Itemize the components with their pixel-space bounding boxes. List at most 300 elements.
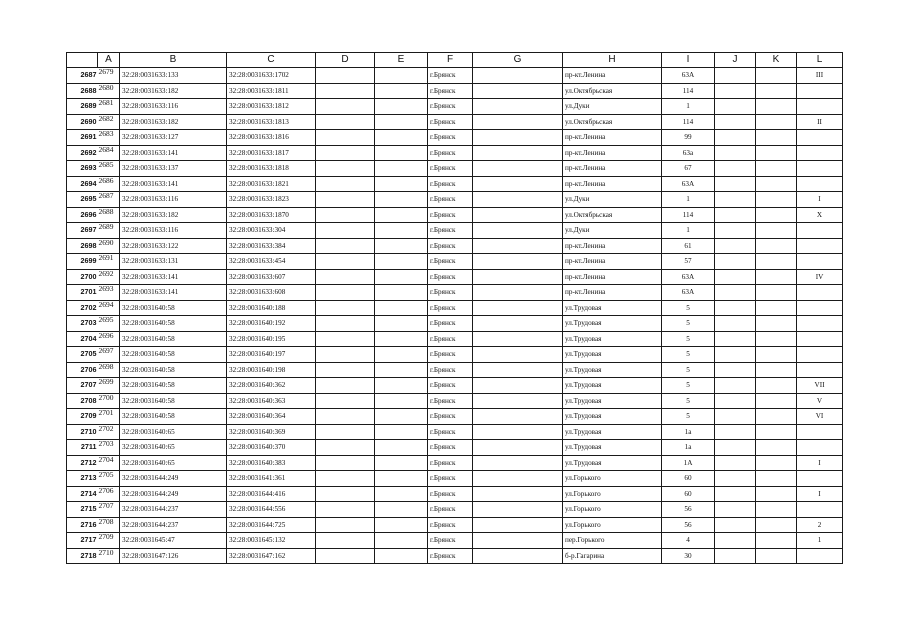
cell-g[interactable]: [473, 517, 563, 533]
cell-d[interactable]: [316, 486, 375, 502]
cell-g[interactable]: [473, 440, 563, 456]
cell-j[interactable]: [715, 83, 756, 99]
cell-i[interactable]: 5: [662, 362, 715, 378]
cell-a[interactable]: [98, 207, 120, 223]
cell-b[interactable]: 32:28:0031633:122: [120, 238, 227, 254]
cell-a[interactable]: [98, 440, 120, 456]
cell-c[interactable]: 32:28:0031644:725: [227, 517, 316, 533]
cell-g[interactable]: [473, 114, 563, 130]
row-number[interactable]: 2687: [67, 68, 98, 84]
cell-k[interactable]: [756, 161, 797, 177]
cell-j[interactable]: [715, 517, 756, 533]
cell-e[interactable]: [375, 378, 428, 394]
cell-j[interactable]: [715, 68, 756, 84]
cell-g[interactable]: [473, 207, 563, 223]
row-number[interactable]: 2703: [67, 316, 98, 332]
cell-d[interactable]: [316, 455, 375, 471]
cell-d[interactable]: [316, 300, 375, 316]
cell-a[interactable]: [98, 145, 120, 161]
cell-l[interactable]: IV: [797, 269, 843, 285]
cell-c[interactable]: 32:28:0031645:132: [227, 533, 316, 549]
cell-d[interactable]: [316, 68, 375, 84]
cell-l[interactable]: [797, 161, 843, 177]
cell-a[interactable]: [98, 548, 120, 564]
cell-h[interactable]: пр-кт.Ленина: [563, 130, 662, 146]
cell-b[interactable]: 32:28:0031640:65: [120, 440, 227, 456]
cell-l[interactable]: [797, 145, 843, 161]
cell-f[interactable]: г.Брянск: [428, 223, 473, 239]
cell-l[interactable]: V: [797, 393, 843, 409]
cell-f[interactable]: г.Брянск: [428, 440, 473, 456]
row-number[interactable]: 2701: [67, 285, 98, 301]
cell-k[interactable]: [756, 517, 797, 533]
cell-b[interactable]: 32:28:0031640:65: [120, 455, 227, 471]
cell-g[interactable]: [473, 347, 563, 363]
cell-a[interactable]: [98, 517, 120, 533]
cell-e[interactable]: [375, 362, 428, 378]
cell-h[interactable]: пр-кт.Ленина: [563, 254, 662, 270]
row-number[interactable]: 2713: [67, 471, 98, 487]
cell-a[interactable]: [98, 269, 120, 285]
cell-h[interactable]: пр-кт.Ленина: [563, 238, 662, 254]
cell-e[interactable]: [375, 207, 428, 223]
cell-f[interactable]: г.Брянск: [428, 533, 473, 549]
cell-i[interactable]: 114: [662, 83, 715, 99]
cell-c[interactable]: 32:28:0031644:556: [227, 502, 316, 518]
cell-d[interactable]: [316, 331, 375, 347]
cell-c[interactable]: 32:28:0031647:162: [227, 548, 316, 564]
cell-l[interactable]: [797, 238, 843, 254]
cell-l[interactable]: I: [797, 455, 843, 471]
cell-d[interactable]: [316, 502, 375, 518]
cell-j[interactable]: [715, 114, 756, 130]
cell-j[interactable]: [715, 502, 756, 518]
cell-f[interactable]: г.Брянск: [428, 176, 473, 192]
cell-f[interactable]: г.Брянск: [428, 68, 473, 84]
column-header-a[interactable]: A: [98, 53, 120, 68]
row-number[interactable]: 2712: [67, 455, 98, 471]
cell-i[interactable]: 1: [662, 223, 715, 239]
cell-f[interactable]: г.Брянск: [428, 424, 473, 440]
cell-l[interactable]: [797, 176, 843, 192]
row-number[interactable]: 2695: [67, 192, 98, 208]
cell-b[interactable]: 32:28:0031633:116: [120, 99, 227, 115]
cell-e[interactable]: [375, 331, 428, 347]
cell-a[interactable]: [98, 176, 120, 192]
cell-b[interactable]: 32:28:0031633:182: [120, 83, 227, 99]
cell-b[interactable]: 32:28:0031633:182: [120, 207, 227, 223]
cell-l[interactable]: I: [797, 192, 843, 208]
cell-c[interactable]: 32:28:0031633:1818: [227, 161, 316, 177]
cell-c[interactable]: 32:28:0031640:197: [227, 347, 316, 363]
column-header-g[interactable]: G: [473, 53, 563, 68]
row-number[interactable]: 2689: [67, 99, 98, 115]
cell-c[interactable]: 32:28:0031640:363: [227, 393, 316, 409]
cell-e[interactable]: [375, 424, 428, 440]
cell-d[interactable]: [316, 347, 375, 363]
cell-c[interactable]: 32:28:0031633:1870: [227, 207, 316, 223]
row-number[interactable]: 2711: [67, 440, 98, 456]
cell-l[interactable]: [797, 424, 843, 440]
cell-e[interactable]: [375, 409, 428, 425]
cell-g[interactable]: [473, 130, 563, 146]
cell-f[interactable]: г.Брянск: [428, 269, 473, 285]
row-number[interactable]: 2690: [67, 114, 98, 130]
cell-a[interactable]: [98, 331, 120, 347]
cell-j[interactable]: [715, 238, 756, 254]
cell-g[interactable]: [473, 533, 563, 549]
row-number[interactable]: 2696: [67, 207, 98, 223]
cell-i[interactable]: 60: [662, 486, 715, 502]
cell-k[interactable]: [756, 331, 797, 347]
cell-d[interactable]: [316, 114, 375, 130]
cell-c[interactable]: 32:28:0031633:608: [227, 285, 316, 301]
cell-k[interactable]: [756, 192, 797, 208]
cell-d[interactable]: [316, 471, 375, 487]
column-header-k[interactable]: K: [756, 53, 797, 68]
cell-b[interactable]: 32:28:0031645:47: [120, 533, 227, 549]
cell-d[interactable]: [316, 99, 375, 115]
cell-a[interactable]: [98, 502, 120, 518]
cell-b[interactable]: 32:28:0031633:127: [120, 130, 227, 146]
cell-d[interactable]: [316, 254, 375, 270]
cell-a[interactable]: [98, 393, 120, 409]
row-number[interactable]: 2705: [67, 347, 98, 363]
cell-g[interactable]: [473, 455, 563, 471]
cell-h[interactable]: ул.Дуки: [563, 223, 662, 239]
cell-h[interactable]: ул.Дуки: [563, 192, 662, 208]
cell-d[interactable]: [316, 517, 375, 533]
cell-f[interactable]: г.Брянск: [428, 517, 473, 533]
cell-j[interactable]: [715, 548, 756, 564]
cell-k[interactable]: [756, 114, 797, 130]
cell-i[interactable]: 99: [662, 130, 715, 146]
cell-c[interactable]: 32:28:0031633:454: [227, 254, 316, 270]
cell-c[interactable]: 32:28:0031633:384: [227, 238, 316, 254]
cell-a[interactable]: [98, 378, 120, 394]
cell-e[interactable]: [375, 548, 428, 564]
cell-d[interactable]: [316, 176, 375, 192]
row-number[interactable]: 2694: [67, 176, 98, 192]
cell-l[interactable]: [797, 331, 843, 347]
cell-b[interactable]: 32:28:0031633:131: [120, 254, 227, 270]
cell-h[interactable]: пер.Горького: [563, 533, 662, 549]
column-header-e[interactable]: E: [375, 53, 428, 68]
cell-h[interactable]: ул.Трудовая: [563, 316, 662, 332]
cell-h[interactable]: ул.Трудовая: [563, 393, 662, 409]
cell-b[interactable]: 32:28:0031633:141: [120, 145, 227, 161]
cell-k[interactable]: [756, 269, 797, 285]
cell-f[interactable]: г.Брянск: [428, 455, 473, 471]
row-number[interactable]: 2706: [67, 362, 98, 378]
cell-a[interactable]: [98, 486, 120, 502]
cell-h[interactable]: ул.Октябрьская: [563, 114, 662, 130]
row-number[interactable]: 2692: [67, 145, 98, 161]
cell-i[interactable]: 63А: [662, 269, 715, 285]
cell-k[interactable]: [756, 316, 797, 332]
cell-e[interactable]: [375, 99, 428, 115]
cell-b[interactable]: 32:28:0031633:182: [120, 114, 227, 130]
cell-i[interactable]: 63А: [662, 176, 715, 192]
cell-h[interactable]: ул.Октябрьская: [563, 83, 662, 99]
cell-g[interactable]: [473, 393, 563, 409]
cell-e[interactable]: [375, 238, 428, 254]
cell-e[interactable]: [375, 316, 428, 332]
cell-g[interactable]: [473, 331, 563, 347]
cell-i[interactable]: 67: [662, 161, 715, 177]
cell-f[interactable]: г.Брянск: [428, 130, 473, 146]
cell-h[interactable]: ул.Трудовая: [563, 409, 662, 425]
cell-d[interactable]: [316, 440, 375, 456]
cell-a[interactable]: [98, 471, 120, 487]
cell-c[interactable]: 32:28:0031633:1816: [227, 130, 316, 146]
cell-j[interactable]: [715, 362, 756, 378]
cell-j[interactable]: [715, 300, 756, 316]
cell-f[interactable]: г.Брянск: [428, 316, 473, 332]
cell-b[interactable]: 32:28:0031633:141: [120, 269, 227, 285]
cell-d[interactable]: [316, 533, 375, 549]
cell-b[interactable]: 32:28:0031640:58: [120, 362, 227, 378]
cell-c[interactable]: 32:28:0031641:361: [227, 471, 316, 487]
cell-g[interactable]: [473, 238, 563, 254]
cell-j[interactable]: [715, 486, 756, 502]
cell-g[interactable]: [473, 254, 563, 270]
cell-j[interactable]: [715, 393, 756, 409]
cell-d[interactable]: [316, 393, 375, 409]
cell-f[interactable]: г.Брянск: [428, 99, 473, 115]
cell-j[interactable]: [715, 99, 756, 115]
cell-a[interactable]: [98, 68, 120, 84]
cell-c[interactable]: 32:28:0031640:364: [227, 409, 316, 425]
cell-a[interactable]: [98, 424, 120, 440]
cell-k[interactable]: [756, 424, 797, 440]
cell-k[interactable]: [756, 548, 797, 564]
cell-i[interactable]: 5: [662, 347, 715, 363]
row-number[interactable]: 2717: [67, 533, 98, 549]
cell-d[interactable]: [316, 238, 375, 254]
cell-f[interactable]: г.Брянск: [428, 362, 473, 378]
cell-i[interactable]: 5: [662, 378, 715, 394]
cell-a[interactable]: [98, 347, 120, 363]
cell-b[interactable]: 32:28:0031644:237: [120, 517, 227, 533]
cell-c[interactable]: 32:28:0031633:607: [227, 269, 316, 285]
cell-h[interactable]: ул.Трудовая: [563, 362, 662, 378]
cell-k[interactable]: [756, 207, 797, 223]
row-number[interactable]: 2707: [67, 378, 98, 394]
cell-e[interactable]: [375, 176, 428, 192]
cell-g[interactable]: [473, 285, 563, 301]
cell-g[interactable]: [473, 316, 563, 332]
cell-b[interactable]: 32:28:0031644:249: [120, 486, 227, 502]
cell-b[interactable]: 32:28:0031647:126: [120, 548, 227, 564]
cell-c[interactable]: 32:28:0031640:195: [227, 331, 316, 347]
cell-e[interactable]: [375, 68, 428, 84]
row-number[interactable]: 2702: [67, 300, 98, 316]
cell-l[interactable]: [797, 440, 843, 456]
cell-a[interactable]: [98, 130, 120, 146]
cell-l[interactable]: [797, 362, 843, 378]
cell-h[interactable]: пр-кт.Ленина: [563, 161, 662, 177]
cell-a[interactable]: [98, 223, 120, 239]
cell-k[interactable]: [756, 223, 797, 239]
cell-l[interactable]: VI: [797, 409, 843, 425]
cell-e[interactable]: [375, 440, 428, 456]
cell-l[interactable]: [797, 83, 843, 99]
cell-f[interactable]: г.Брянск: [428, 254, 473, 270]
cell-e[interactable]: [375, 83, 428, 99]
cell-k[interactable]: [756, 502, 797, 518]
cell-j[interactable]: [715, 424, 756, 440]
cell-b[interactable]: 32:28:0031640:58: [120, 378, 227, 394]
cell-k[interactable]: [756, 486, 797, 502]
cell-d[interactable]: [316, 409, 375, 425]
cell-i[interactable]: 5: [662, 331, 715, 347]
cell-e[interactable]: [375, 223, 428, 239]
cell-k[interactable]: [756, 254, 797, 270]
cell-l[interactable]: X: [797, 207, 843, 223]
cell-e[interactable]: [375, 393, 428, 409]
cell-a[interactable]: [98, 409, 120, 425]
cell-k[interactable]: [756, 409, 797, 425]
cell-i[interactable]: 114: [662, 114, 715, 130]
cell-b[interactable]: 32:28:0031644:249: [120, 471, 227, 487]
cell-i[interactable]: 60: [662, 471, 715, 487]
cell-e[interactable]: [375, 114, 428, 130]
cell-d[interactable]: [316, 223, 375, 239]
row-number[interactable]: 2716: [67, 517, 98, 533]
row-number[interactable]: 2693: [67, 161, 98, 177]
cell-l[interactable]: 1: [797, 533, 843, 549]
row-number[interactable]: 2715: [67, 502, 98, 518]
cell-c[interactable]: 32:28:0031644:416: [227, 486, 316, 502]
cell-j[interactable]: [715, 223, 756, 239]
cell-f[interactable]: г.Брянск: [428, 83, 473, 99]
cell-f[interactable]: г.Брянск: [428, 285, 473, 301]
cell-k[interactable]: [756, 362, 797, 378]
cell-a[interactable]: [98, 455, 120, 471]
cell-i[interactable]: 114: [662, 207, 715, 223]
cell-k[interactable]: [756, 99, 797, 115]
cell-c[interactable]: 32:28:0031640:370: [227, 440, 316, 456]
cell-d[interactable]: [316, 130, 375, 146]
cell-g[interactable]: [473, 223, 563, 239]
corner-cell[interactable]: [67, 53, 98, 68]
cell-g[interactable]: [473, 548, 563, 564]
cell-e[interactable]: [375, 486, 428, 502]
cell-i[interactable]: 1: [662, 99, 715, 115]
cell-i[interactable]: 30: [662, 548, 715, 564]
cell-a[interactable]: [98, 362, 120, 378]
cell-f[interactable]: г.Брянск: [428, 207, 473, 223]
cell-g[interactable]: [473, 161, 563, 177]
cell-j[interactable]: [715, 145, 756, 161]
cell-d[interactable]: [316, 192, 375, 208]
cell-l[interactable]: [797, 223, 843, 239]
cell-j[interactable]: [715, 316, 756, 332]
cell-g[interactable]: [473, 145, 563, 161]
cell-e[interactable]: [375, 161, 428, 177]
cell-i[interactable]: 1: [662, 192, 715, 208]
row-number[interactable]: 2708: [67, 393, 98, 409]
cell-b[interactable]: 32:28:0031644:237: [120, 502, 227, 518]
cell-f[interactable]: г.Брянск: [428, 409, 473, 425]
cell-j[interactable]: [715, 440, 756, 456]
cell-g[interactable]: [473, 68, 563, 84]
cell-k[interactable]: [756, 347, 797, 363]
cell-l[interactable]: VII: [797, 378, 843, 394]
cell-b[interactable]: 32:28:0031633:137: [120, 161, 227, 177]
cell-c[interactable]: 32:28:0031633:1811: [227, 83, 316, 99]
row-number[interactable]: 2714: [67, 486, 98, 502]
cell-i[interactable]: 63а: [662, 145, 715, 161]
cell-j[interactable]: [715, 130, 756, 146]
row-number[interactable]: 2699: [67, 254, 98, 270]
cell-d[interactable]: [316, 316, 375, 332]
cell-l[interactable]: [797, 285, 843, 301]
cell-i[interactable]: 1а: [662, 424, 715, 440]
cell-i[interactable]: 5: [662, 316, 715, 332]
cell-b[interactable]: 32:28:0031633:141: [120, 176, 227, 192]
cell-l[interactable]: [797, 471, 843, 487]
cell-j[interactable]: [715, 207, 756, 223]
cell-h[interactable]: пр-кт.Ленина: [563, 176, 662, 192]
row-number[interactable]: 2709: [67, 409, 98, 425]
cell-j[interactable]: [715, 285, 756, 301]
cell-e[interactable]: [375, 192, 428, 208]
cell-e[interactable]: [375, 300, 428, 316]
row-number[interactable]: 2697: [67, 223, 98, 239]
cell-i[interactable]: 63А: [662, 285, 715, 301]
cell-k[interactable]: [756, 393, 797, 409]
column-header-c[interactable]: C: [227, 53, 316, 68]
cell-i[interactable]: 57: [662, 254, 715, 270]
cell-e[interactable]: [375, 455, 428, 471]
cell-k[interactable]: [756, 285, 797, 301]
cell-j[interactable]: [715, 269, 756, 285]
cell-a[interactable]: [98, 83, 120, 99]
row-number[interactable]: 2691: [67, 130, 98, 146]
cell-l[interactable]: [797, 548, 843, 564]
cell-e[interactable]: [375, 254, 428, 270]
cell-g[interactable]: [473, 362, 563, 378]
cell-g[interactable]: [473, 424, 563, 440]
cell-i[interactable]: 56: [662, 502, 715, 518]
column-header-f[interactable]: F: [428, 53, 473, 68]
cell-b[interactable]: 32:28:0031633:116: [120, 192, 227, 208]
cell-h[interactable]: ул.Трудовая: [563, 455, 662, 471]
row-number[interactable]: 2700: [67, 269, 98, 285]
cell-j[interactable]: [715, 409, 756, 425]
cell-l[interactable]: [797, 502, 843, 518]
cell-e[interactable]: [375, 269, 428, 285]
cell-f[interactable]: г.Брянск: [428, 347, 473, 363]
cell-l[interactable]: [797, 99, 843, 115]
cell-f[interactable]: г.Брянск: [428, 114, 473, 130]
cell-l[interactable]: III: [797, 68, 843, 84]
cell-a[interactable]: [98, 99, 120, 115]
cell-l[interactable]: I: [797, 486, 843, 502]
cell-g[interactable]: [473, 502, 563, 518]
cell-h[interactable]: б-р.Гагарина: [563, 548, 662, 564]
cell-j[interactable]: [715, 471, 756, 487]
cell-j[interactable]: [715, 254, 756, 270]
cell-i[interactable]: 1а: [662, 440, 715, 456]
cell-f[interactable]: г.Брянск: [428, 378, 473, 394]
cell-k[interactable]: [756, 533, 797, 549]
cell-e[interactable]: [375, 471, 428, 487]
cell-k[interactable]: [756, 83, 797, 99]
cell-j[interactable]: [715, 455, 756, 471]
